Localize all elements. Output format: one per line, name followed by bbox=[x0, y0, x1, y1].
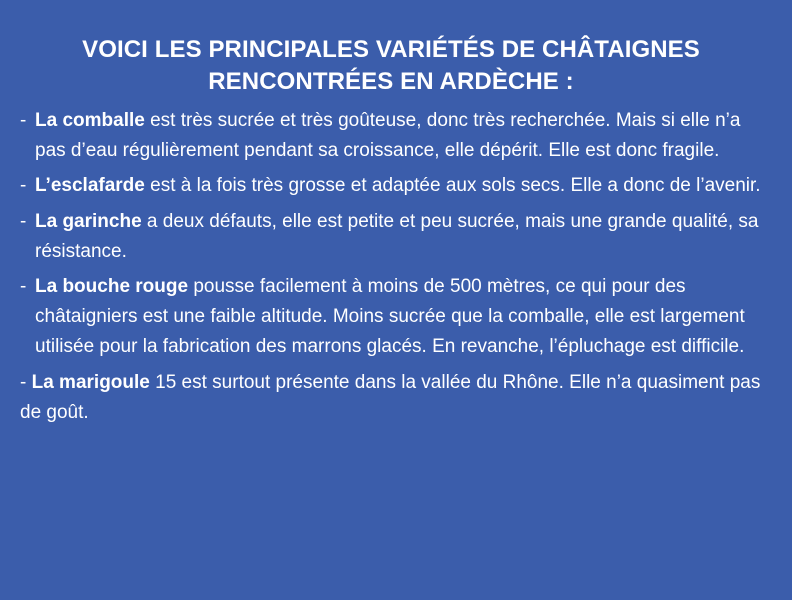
variety-item-bouche-rouge bbox=[20, 272, 762, 363]
variety-item-marigoule bbox=[20, 368, 762, 428]
variety-description: est très sucrée et très goûteuse, donc très recherchée. Mais si elle n’a pas d’eau régulièrement pendant sa croissance, elle dépérit. Elle est donc fragile. bbox=[35, 110, 741, 162]
variety-description: 15 est surtout présente dans la vallée du Rhône. Elle n’a quasiment pas de goût. bbox=[20, 371, 761, 423]
variety-name: La garinche bbox=[35, 210, 142, 232]
variety-name: L’esclafarde bbox=[35, 175, 145, 197]
list-dash: - bbox=[20, 371, 27, 393]
title-line-1: VOICI LES PRINCIPALES VARIÉTÉS DE CHÂTAIGNES bbox=[82, 36, 700, 63]
list-dash: - bbox=[20, 110, 27, 131]
variety-name: La comballe bbox=[35, 110, 145, 131]
list-dash: - bbox=[20, 210, 27, 232]
list-dash: - bbox=[20, 175, 27, 197]
variety-name: La marigoule bbox=[31, 371, 150, 393]
variety-description: pousse facilement à moins de 500 mètres, ce qui pour des châtaigniers est une faible altitude. Moins sucrée que la comballe, elle est largement utilisée pour la fabrication des marrons glacés. En revanche, l’épluchage est difficile. bbox=[35, 276, 745, 358]
variety-description: est à la fois très grosse et adaptée aux sols secs. Elle a donc de l’avenir. bbox=[144, 175, 761, 197]
variety-name: La bouche rouge bbox=[35, 276, 189, 298]
title-line-2: RENCONTRÉES EN ARDÈCHE : bbox=[208, 68, 574, 95]
variety-list bbox=[20, 106, 762, 428]
variety-item-garinche bbox=[20, 207, 762, 267]
page-title bbox=[20, 34, 762, 98]
variety-description: a deux défauts, elle est petite et peu sucrée, mais une grande qualité, sa résistance. bbox=[35, 210, 759, 262]
list-dash: - bbox=[20, 276, 27, 298]
variety-item-comballe bbox=[20, 106, 762, 166]
variety-item-esclafarde bbox=[20, 171, 762, 201]
